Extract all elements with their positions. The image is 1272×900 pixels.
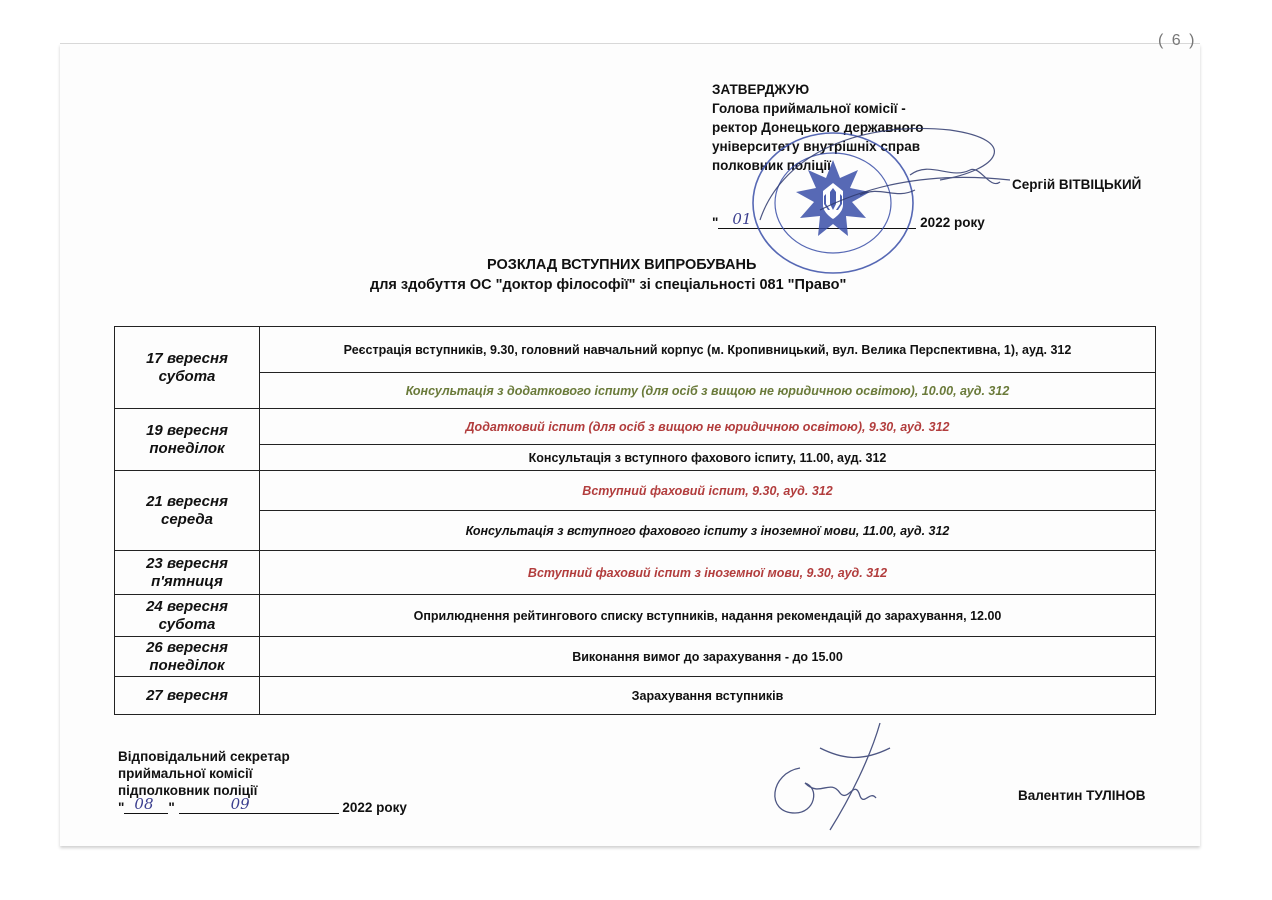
- table-row: [115, 409, 1156, 445]
- date-label: 21 вересня: [146, 492, 228, 510]
- weekday-label: понеділок: [149, 656, 225, 674]
- weekday-label: понеділок: [149, 439, 225, 457]
- date-label: 27 вересня: [146, 686, 228, 704]
- table-row: [115, 471, 1156, 511]
- weekday-label: субота: [158, 615, 216, 633]
- event-cell: Консультація з вступного фахового іспиту, 11.00, ауд. 312: [260, 445, 1156, 471]
- title-line-2: для здобуття ОС "доктор філософії" зі спеціальності 081 "Право": [370, 277, 847, 293]
- title-line-1: РОЗКЛАД ВСТУПНИХ ВИПРОБУВАНЬ: [487, 257, 757, 273]
- page-number-mark: ( 6 ): [1158, 32, 1197, 49]
- weekday-label: середа: [161, 510, 213, 528]
- date-label: 24 вересня: [146, 597, 228, 615]
- rector-signature: [700, 100, 1030, 270]
- weekday-label: п'ятниця: [151, 572, 223, 590]
- event-cell: Консультація з додаткового іспиту (для осіб з вищою не юридичною освітою), 10.00, ауд. 312: [260, 373, 1156, 409]
- approval-heading: ЗАТВЕРДЖУЮ: [712, 82, 810, 97]
- date-quote: ": [712, 215, 719, 230]
- date-cell: [115, 471, 260, 551]
- approver-name: Сергій ВІТВІЦЬКИЙ: [1012, 177, 1142, 192]
- event-cell: Вступний фаховий іспит, 9.30, ауд. 312: [260, 471, 1156, 511]
- secretary-block: [118, 748, 290, 799]
- table-row: [115, 637, 1156, 677]
- table-row: [115, 595, 1156, 637]
- date-cell: [115, 551, 260, 595]
- secretary-line: приймальної комісії: [118, 766, 253, 781]
- handwritten-month: 09: [230, 795, 250, 813]
- event-cell: Реєстрація вступників, 9.30, головний навчальний корпус (м. Кропивницький, вул. Велика Перспективна, 1), ауд. 312: [260, 327, 1156, 373]
- date-label: 19 вересня: [146, 421, 228, 439]
- handwritten-day: 01: [732, 210, 752, 228]
- table-row: [115, 327, 1156, 373]
- date-label: 23 вересня: [146, 554, 228, 572]
- weekday-label: субота: [158, 367, 216, 385]
- event-cell: Оприлюднення рейтингового списку вступників, надання рекомендацій до зарахування, 12.00: [260, 595, 1156, 637]
- event-cell: Виконання вимог до зарахування - до 15.00: [260, 637, 1156, 677]
- table-row: [115, 677, 1156, 715]
- event-cell: Консультація з вступного фахового іспиту з іноземної мови, 11.00, ауд. 312: [260, 511, 1156, 551]
- event-cell: Зарахування вступників: [260, 677, 1156, 715]
- approval-line: ректор Донецького державного: [712, 120, 924, 135]
- secretary-signature: [760, 718, 900, 833]
- secretary-date: " 08 " 09 2022 року: [118, 795, 407, 815]
- date-cell: [115, 677, 260, 715]
- schedule-table: [114, 326, 1156, 715]
- handwritten-day: 08: [134, 795, 154, 813]
- secretary-name: Валентин ТУЛІНОВ: [1018, 788, 1146, 803]
- approval-line: університету внутрішніх справ: [712, 139, 921, 154]
- date-year: 2022 року: [342, 800, 407, 815]
- table-row: [115, 551, 1156, 595]
- approval-line: Голова приймальної комісії -: [712, 101, 906, 116]
- table-row: [115, 511, 1156, 551]
- approval-line: полковник поліції: [712, 158, 831, 173]
- day-blank-line: [124, 795, 168, 814]
- date-cell: [115, 595, 260, 637]
- secretary-line: Відповідальний секретар: [118, 749, 290, 764]
- date-cell: [115, 637, 260, 677]
- table-row: [115, 445, 1156, 471]
- date-year: 2022 року: [920, 215, 985, 230]
- table-row: [115, 373, 1156, 409]
- date-label: 17 вересня: [146, 349, 228, 367]
- event-cell: Вступний фаховий іспит з іноземної мови, 9.30, ауд. 312: [260, 551, 1156, 595]
- date-label: 26 вересня: [146, 638, 228, 656]
- secretary-line: підполковник поліції: [118, 783, 258, 798]
- date-cell: [115, 327, 260, 409]
- date-cell: [115, 409, 260, 471]
- event-cell: Додатковий іспит (для осіб з вищою не юридичною освітою), 9.30, ауд. 312: [260, 409, 1156, 445]
